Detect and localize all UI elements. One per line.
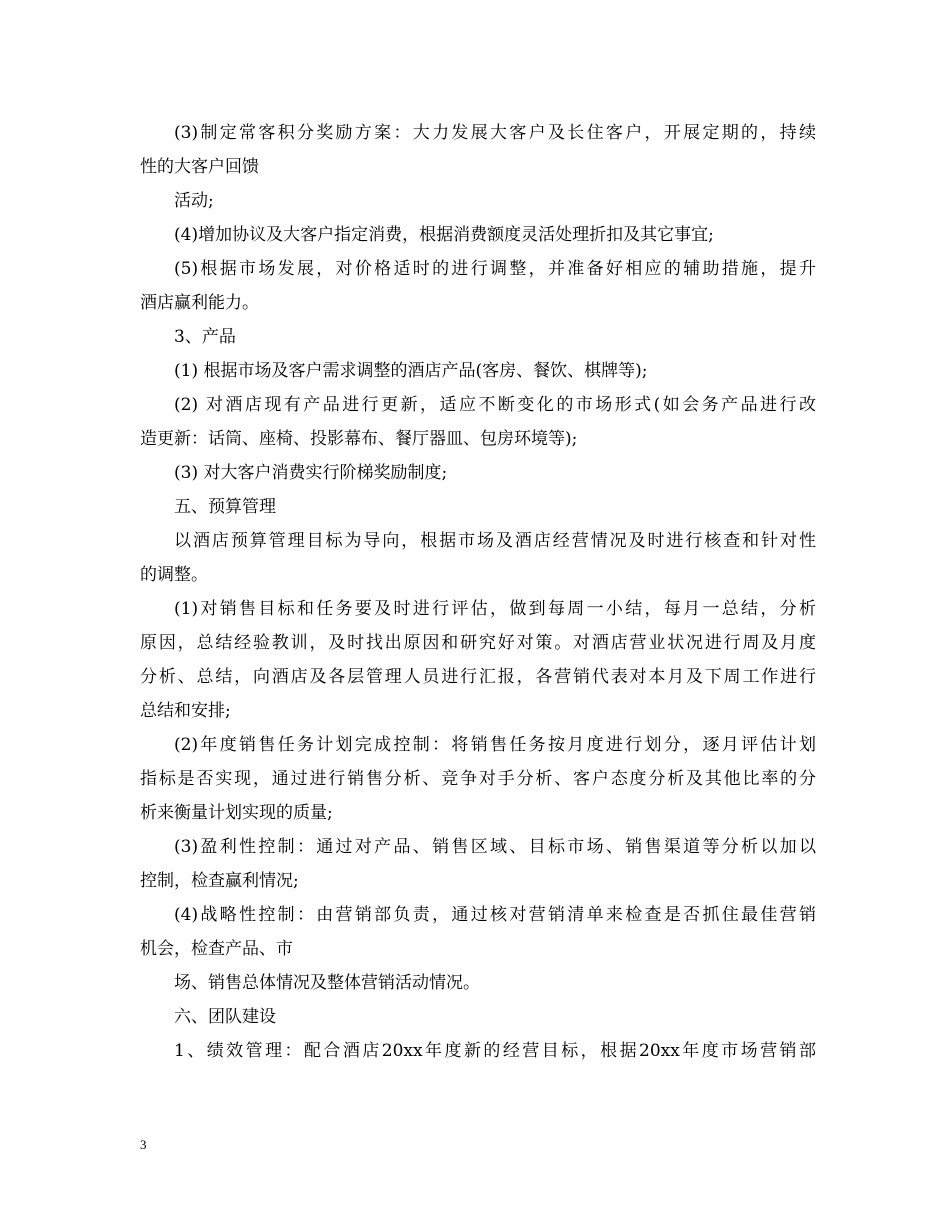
section-heading: 3、产品	[174, 327, 236, 347]
paragraph-line: (5)根据市场发展，对价格适时的进行调整，并准备好相应的辅助措施，提升	[174, 259, 816, 279]
paragraph-line: 酒店赢利能力。	[140, 293, 259, 313]
paragraph-line: 性的大客户回馈	[140, 157, 259, 177]
paragraph-line: (1)对销售目标和任务要及时进行评估，做到每周一小结，每月一总结，分析	[174, 599, 816, 619]
paragraph-line: 机会，检查产品、市	[140, 939, 293, 959]
paragraph-line: 指标是否实现，通过进行销售分析、竞争对手分析、客户态度分析及其他比率的分	[140, 769, 816, 789]
paragraph-line: 活动;	[174, 191, 214, 211]
paragraph-line: (2) 对酒店现有产品进行更新，适应不断变化的市场形式(如会务产品进行改	[174, 395, 816, 415]
paragraph-line: 场、销售总体情况及整体营销活动情况。	[174, 973, 480, 993]
paragraph-line: (4)战略性控制：由营销部负责，通过核对营销清单来检查是否抓住最佳营销	[174, 905, 816, 925]
page-number: 3	[140, 1137, 147, 1152]
paragraph-line: 原因，总结经验教训，及时找出原因和研究好对策。对酒店营业状况进行周及月度	[140, 633, 816, 653]
paragraph-line: (3) 对大客户消费实行阶梯奖励制度;	[174, 463, 448, 483]
paragraph-line: (3)制定常客积分奖励方案：大力发展大客户及长住客户，开展定期的，持续	[174, 123, 816, 143]
paragraph-line: (3)盈利性控制：通过对产品、销售区域、目标市场、销售渠道等分析以加以	[174, 837, 816, 857]
paragraph-line: 析来衡量计划实现的质量;	[140, 803, 333, 823]
paragraph-line: (2)年度销售任务计划完成控制：将销售任务按月度进行划分，逐月评估计划	[174, 735, 816, 755]
paragraph-line: 1、绩效管理：配合酒店20xx年度新的经营目标，根据20xx年度市场营销部	[174, 1041, 816, 1061]
paragraph-line: 控制，检查赢利情况;	[140, 871, 299, 891]
paragraph-line: 的调整。	[140, 565, 208, 585]
paragraph-line: 总结和安排;	[140, 701, 231, 721]
section-heading: 五、预算管理	[174, 497, 276, 517]
paragraph-line: 分析、总结，向酒店及各层管理人员进行汇报，各营销代表对本月及下周工作进行	[140, 667, 816, 687]
paragraph-line: (4)增加协议及大客户指定消费，根据消费额度灵活处理折扣及其它事宜;	[174, 225, 714, 245]
paragraph-line: 造更新：话筒、座椅、投影幕布、餐厅器皿、包房环境等);	[140, 429, 578, 449]
paragraph-line: (1) 根据市场及客户需求调整的酒店产品(客房、餐饮、棋牌等);	[174, 361, 648, 381]
paragraph-line: 以酒店预算管理目标为导向，根据市场及酒店经营情况及时进行核查和针对性	[174, 531, 816, 551]
section-heading: 六、团队建设	[174, 1007, 276, 1027]
